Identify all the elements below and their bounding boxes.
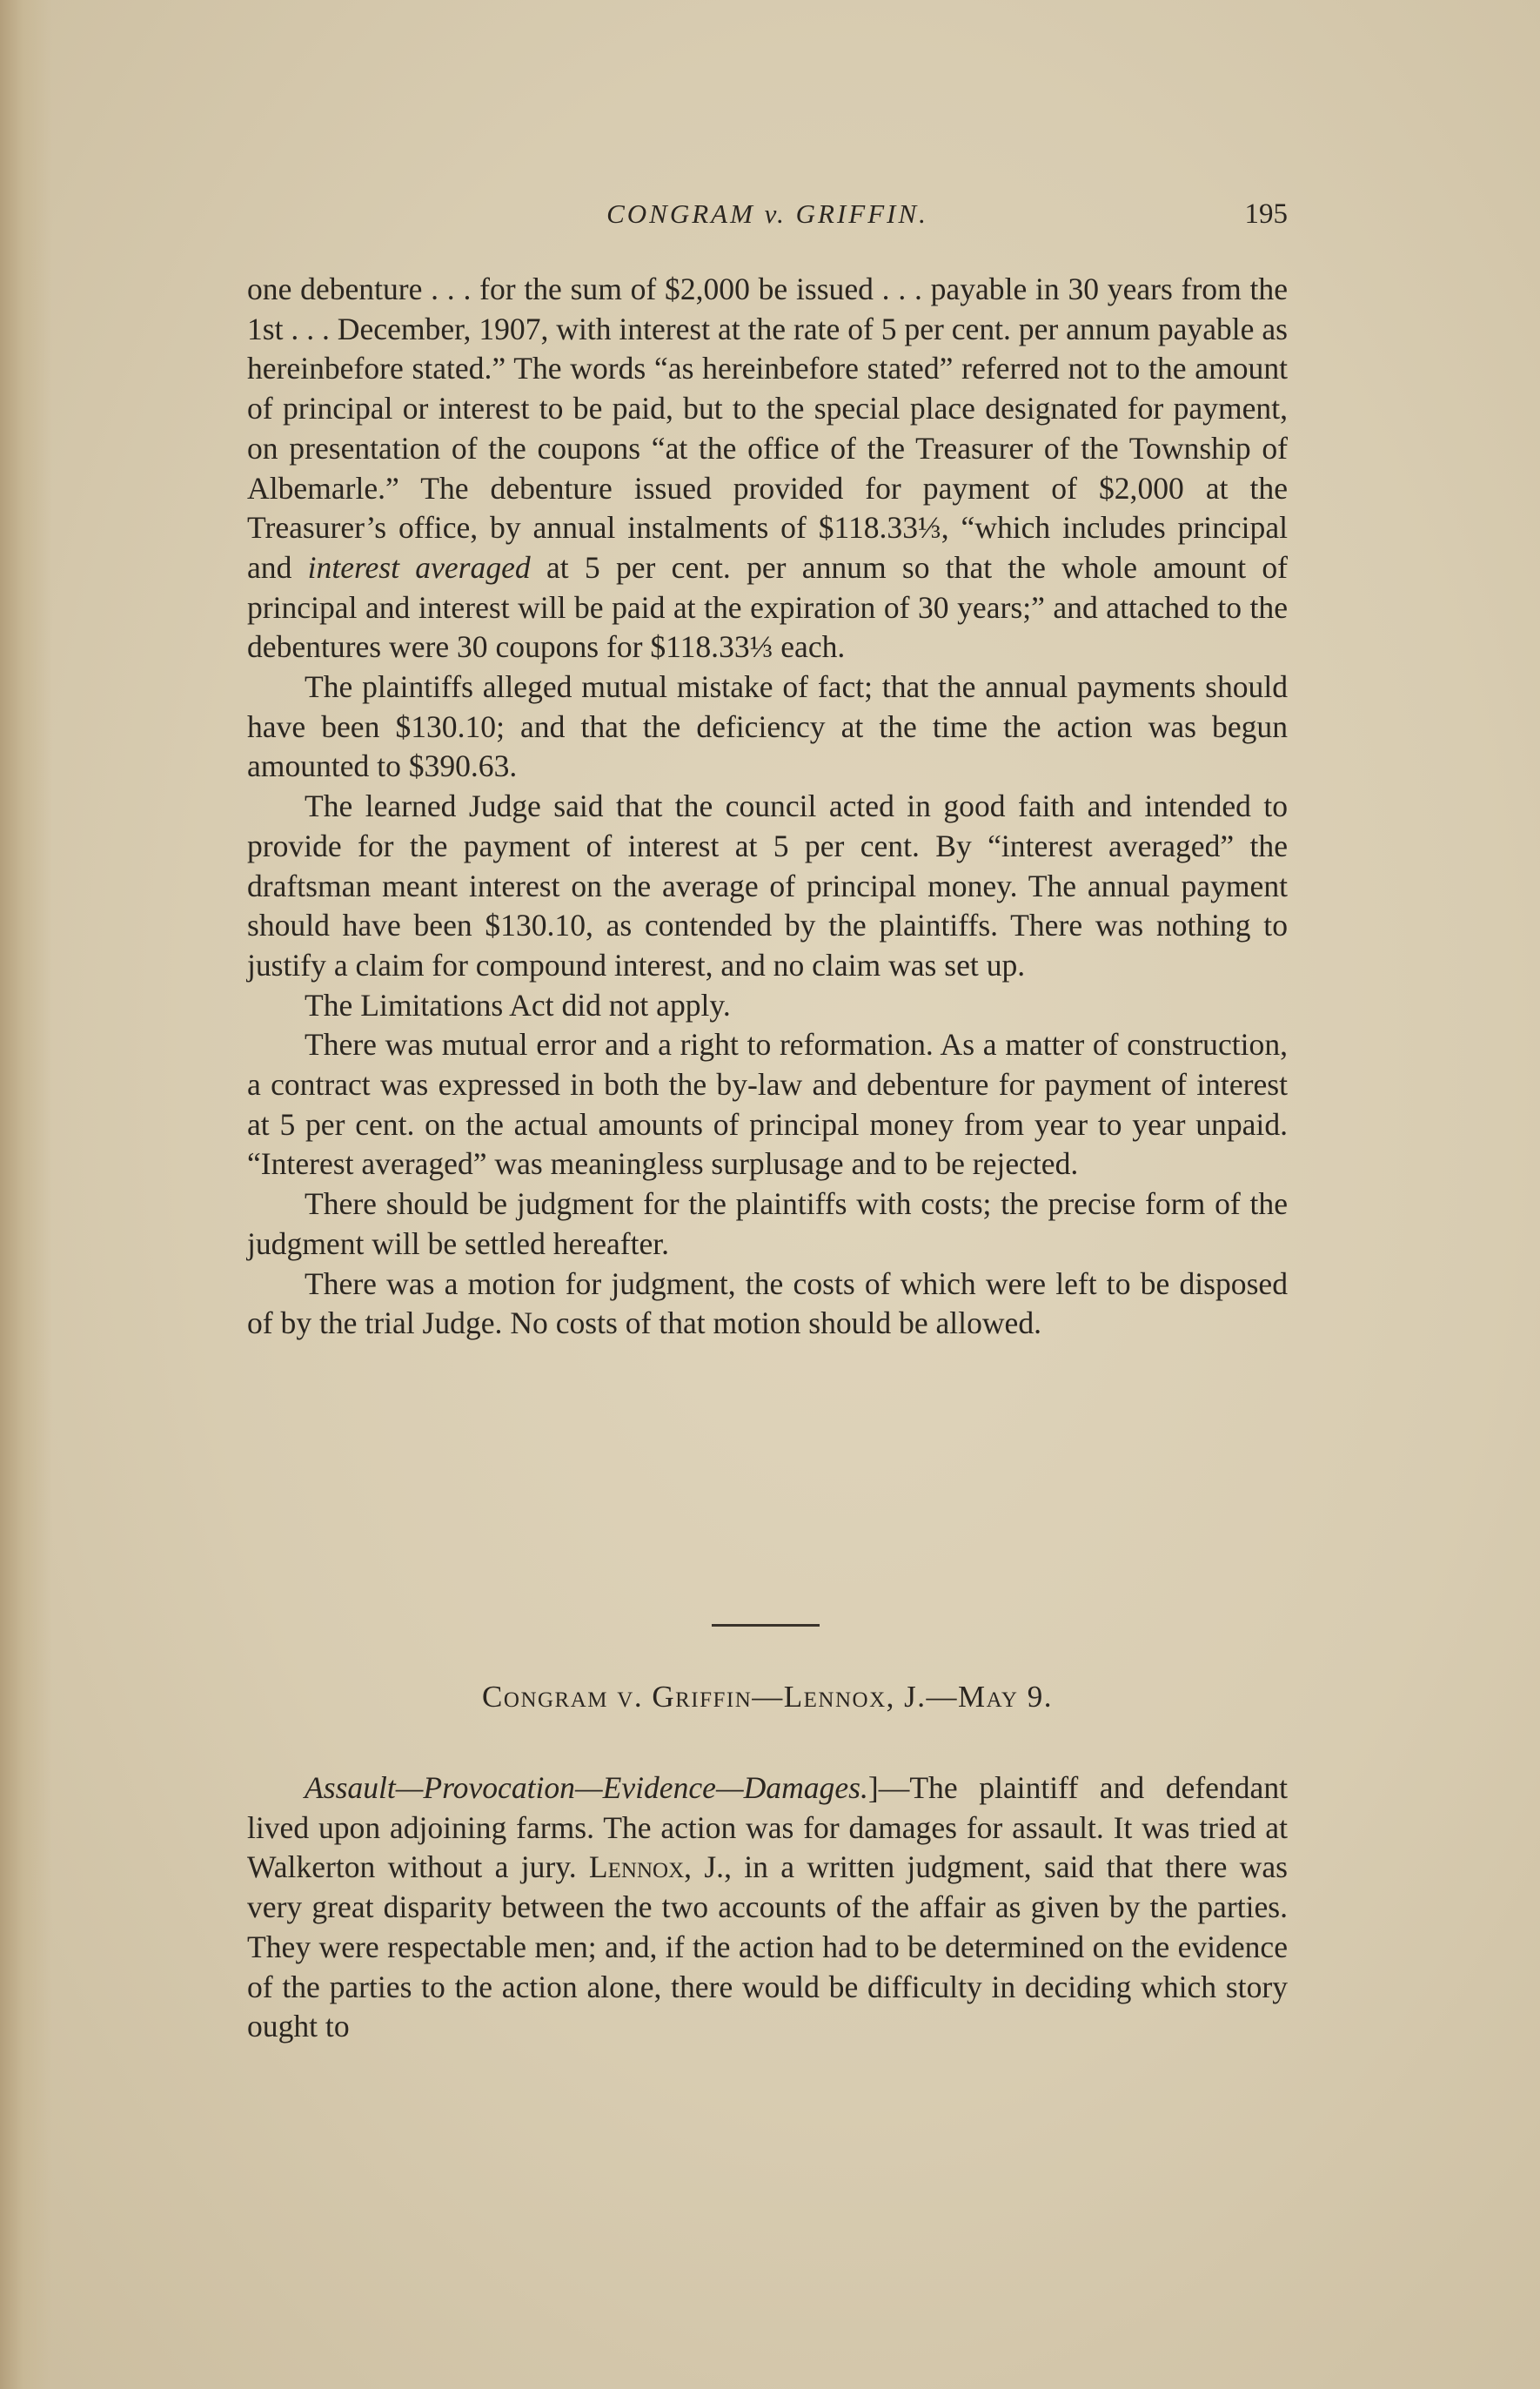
case-paragraph xyxy=(247,1768,1288,2047)
page-number: 195 xyxy=(1244,198,1288,230)
running-head: CONGRAM v. GRIFFIN. xyxy=(606,198,928,229)
case-heading: Congram v. Griffin—Lennox, J.—May 9. xyxy=(482,1680,1053,1714)
paragraph-1-text: one debenture . . . for the sum of $2,000 be issued . . . payable in 30 years from the 1st . . . December, 1907, with interest at the rate of 5 per cent. per annum payable as hereinbefore stated.” The words “as hereinbefore stated” referred not to the amount of principal or interest to be paid, but to the special place designated for payment, on presentation of the coupons “at the office of the Treasurer of the Township of Albemarle.” The debenture issued provided for payment of $2,000 at the Treasurer’s office, by annual instalments of $118.33⅓, “which includes principal and xyxy=(247,272,1288,585)
case-text-b: , J., in a written judgment, said that there was very great disparity between the two accounts of the affair as given by the parties. They were respectable men; and, if the action had to be determined on the evidence of the parties to the action alone, there would be difficulty in deciding which story ought to xyxy=(247,1849,1288,2044)
body-text xyxy=(247,270,1288,1344)
paragraph-4: The Limitations Act did not apply. xyxy=(305,987,731,1023)
page-header xyxy=(247,198,1288,242)
paragraph-2: The plaintiffs alleged mutual mistake of fact; that the annual payments should have been $130.10; and that the deficiency at the time the action was begun amounted to $390.63. xyxy=(247,669,1288,784)
paragraph-6: There should be judgment for the plaintiffs with costs; the precise form of the judgment will be settled hereafter. xyxy=(247,1186,1288,1261)
case-catchwords: Assault—Provocation—Evidence—Damages. xyxy=(305,1770,868,1805)
paragraph-1-end: at 5 per cent. per annum so that the whole amount of principal and interest will be paid at the expiration of 30 years;” and attached to the debentures were 30 coupons for $118.33⅓ each. xyxy=(247,549,1288,665)
section-divider xyxy=(712,1624,820,1627)
paragraph-3: The learned Judge said that the council acted in good faith and intended to provide for the payment of interest at 5 per cent. By “interest averaged” the draftsman meant interest on the average of principal money. The annual payment should have been $130.10, as contended by the plaintiffs. There was nothing to justify a claim for compound interest, and no claim was set up. xyxy=(247,789,1288,983)
page-spine-shadow xyxy=(0,0,52,2389)
paragraph-1 xyxy=(247,270,1288,668)
paragraph-7: There was a motion for judgment, the costs of which were left to be disposed of by the trial Judge. No costs of that motion should be allowed. xyxy=(247,1265,1288,1341)
case-judge-name: Lennox xyxy=(588,1849,685,1885)
paragraph-1-italic: interest averaged xyxy=(307,549,531,585)
case-text-a: ]—The plaintiff and defendant lived upon adjoining farms. The action was for damages for assault. It was tried at Walkerton without a jury. xyxy=(247,1770,1288,1885)
paragraph-5: There was mutual error and a right to reformation. As a matter of construction, a contract was expressed in both the by-law and debenture for payment of interest at 5 per cent. on the actual amounts of principal money from year to year unpaid. “Interest averaged” was meaningless surplusage and to be rejected. xyxy=(247,1027,1288,1182)
case-text xyxy=(247,1768,1288,2047)
